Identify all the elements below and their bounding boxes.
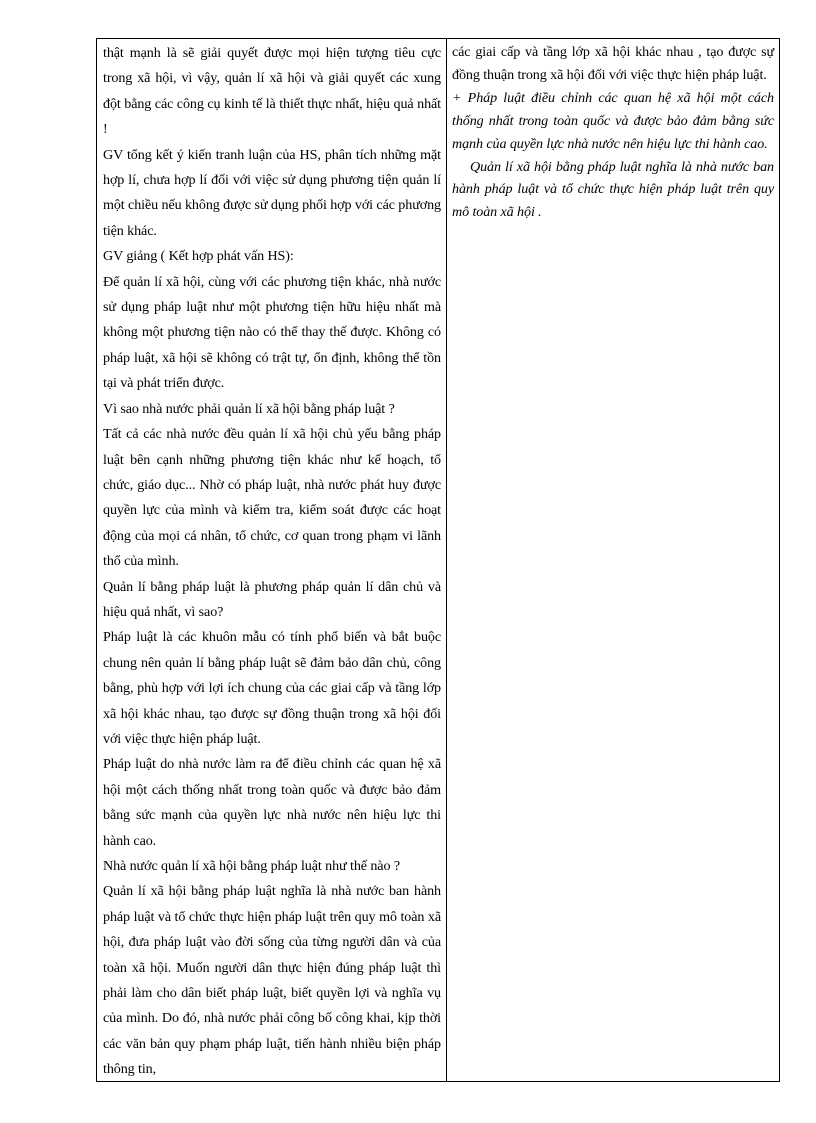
right-paragraph-1: các giai cấp và tầng lớp xã hội khác nhau , tạo được sự đồng thuận trong xã hội đối với việc thực hiện pháp luật. <box>452 44 774 83</box>
left-paragraph-2: GV tổng kết ý kiến tranh luận của HS, phân tích những mặt hợp lí, chưa hợp lí đối với việc sử dụng phương tiện quản lí một chiều nếu không được sử dụng phối hợp với các phương tiện khác. <box>103 146 441 239</box>
document-table <box>96 38 780 1082</box>
left-paragraph-5: Vì sao nhà nước phải quản lí xã hội bằng pháp luật ? <box>103 400 395 417</box>
right-paragraph-2: + Pháp luật điều chỉnh các quan hệ xã hội một cách thống nhất trong toàn quốc và được bảo đảm bằng sức mạnh của quyền lực nhà nước nên hiệu lực thi hành cao. <box>452 89 774 152</box>
left-paragraph-10: Nhà nước quản lí xã hội bằng pháp luật như thế nào ? <box>103 858 400 874</box>
content-column <box>447 39 779 1081</box>
left-paragraph-3: GV giảng ( Kết hợp phát vấn HS): <box>103 248 294 265</box>
left-paragraph-11: Quản lí xã hội bằng pháp luật nghĩa là nhà nước ban hành pháp luật và tổ chức thực hiện pháp luật trên quy mô toàn xã hội, đưa pháp luật vào đời sống của từng người dân và của toàn xã hội. Muốn người dân thực hiện đúng pháp luật thì phải làm cho dân biết pháp luật, biết quyền lợi và nghĩa vụ của mình. Do đó, nhà nước phải công bố công khai, kịp thời các văn bản quy phạm pháp luật, tiến hành nhiều biện pháp thông tin, <box>103 883 441 1078</box>
left-paragraph-8: Pháp luật là các khuôn mẫu có tính phổ biến và bắt buộc chung nên quản lí bằng pháp luật sẽ đảm bảo dân chủ, công bằng, phù hợp với lợi ích chung của các giai cấp và tầng lớp xã hội khác nhau, tạo được sự đồng thuận trong xã hội đối với việc thực hiện pháp luật. <box>103 629 441 747</box>
right-paragraph-3: Quản lí xã hội bằng pháp luật nghĩa là nhà nước ban hành pháp luật và tổ chức thực hiện pháp luật trên quy mô toàn xã hội . <box>452 158 774 221</box>
left-paragraph-1: thật mạnh là sẽ giải quyết được mọi hiện tượng tiêu cực trong xã hội, vì vậy, quản lí xã hội và giải quyết các xung đột bằng các công cụ kinh tế là thiết thực nhất, hiệu quả nhất ! <box>103 45 441 138</box>
teacher-activity-column <box>97 39 447 1081</box>
left-paragraph-6: Tất cả các nhà nước đều quản lí xã hội chủ yếu bằng pháp luật bên cạnh những phương tiện khác như kế hoạch, tổ chức, giáo dục... Nhờ có pháp luật, nhà nước phát huy được quyền lực của mình và kiểm tra, kiểm soát được các hoạt động của mọi cá nhân, tổ chức, cơ quan trong phạm vi lãnh thổ của mình. <box>103 426 441 570</box>
left-paragraph-7: Quản lí bằng pháp luật là phương pháp quản lí dân chủ và hiệu quả nhất, vì sao? <box>103 578 441 620</box>
left-paragraph-4: Để quản lí xã hội, cùng với các phương tiện khác, nhà nước sử dụng pháp luật như một phương tiện hữu hiệu nhất mà không một phương tiện nào có thể thay thế được. Không có pháp luật, xã hội sẽ không có trật tự, ổn định, không thể tồn tại và phát triển được. <box>103 273 441 392</box>
left-paragraph-9: Pháp luật do nhà nước làm ra để điều chỉnh các quan hệ xã hội một cách thống nhất trong toàn quốc và được bảo đảm bằng sức mạnh của quyền lực nhà nước nên hiệu lực thi hành cao. <box>103 756 441 849</box>
